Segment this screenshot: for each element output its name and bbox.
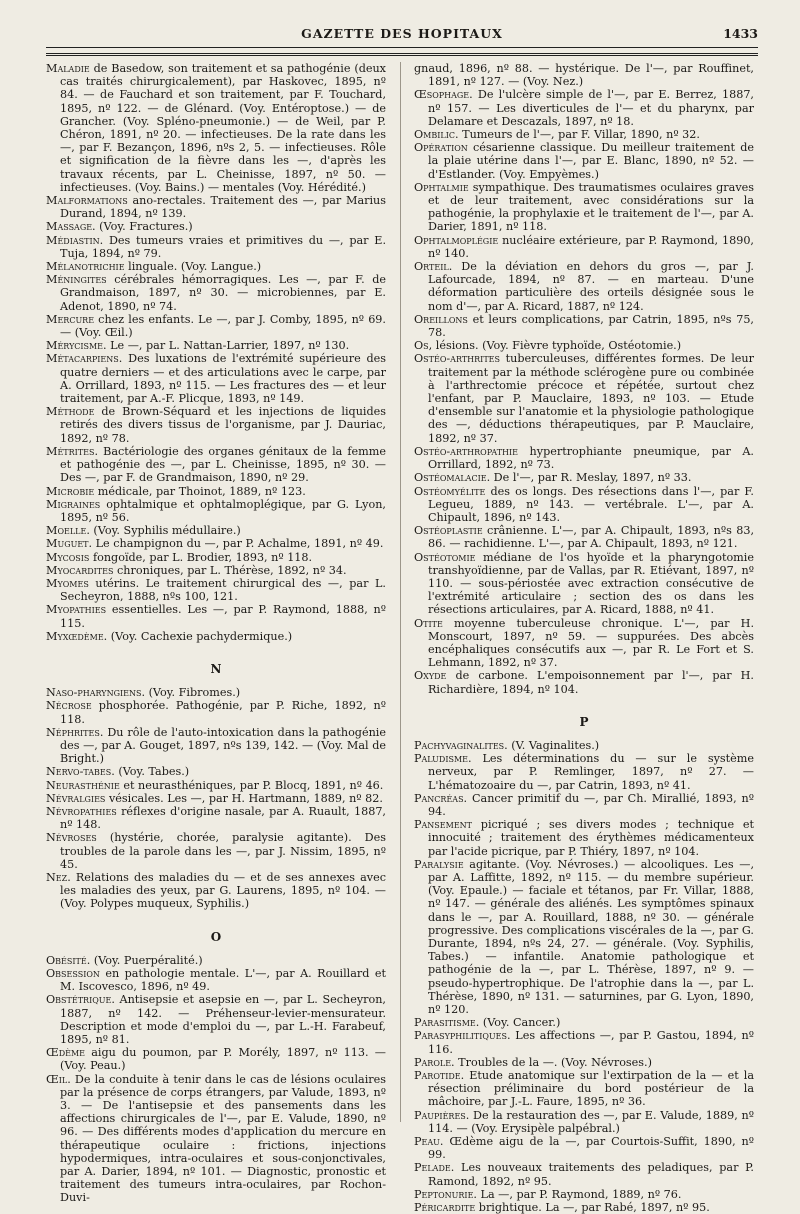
index-entry [414,352,754,444]
index-entry [46,485,386,498]
entry-text: Tumeurs de l'—, par F. Villar, 1890, nº 32. [458,128,700,142]
entry-text: (Voy. Fibromes.) [145,686,241,700]
index-entry [414,617,754,670]
index-entry [414,128,754,141]
entry-heading: Massage. [46,220,96,234]
entry-heading: Paupières. [414,1108,470,1122]
index-entry [46,577,386,603]
index-entry [46,62,386,194]
index-entry [414,445,754,471]
entry-text: linguale. (Voy. Langue.) [124,260,262,274]
entry-heading: Nez. [46,870,71,884]
entry-heading: Mycosis [46,550,90,564]
entry-heading: Nervo-tabes. [46,765,115,779]
index-entry [46,405,386,445]
index-entry [414,669,754,695]
entry-text: phosphorée. Pathogénie, par P. Riche, 1892, nº 118. [60,699,386,726]
entry-text: césarienne classique. Du meilleur traitement de la plaie utérine dans l'—, par E. Blanc, 1890, nº 52. — d'Estlander. (Voy. Empyèmes.) [428,141,754,181]
entry-text: en pathologie mentale. L'—, par A. Rouillard et M. Iscovesco, 1896, nº 49. [60,967,386,994]
entry-text: utérins. Le traitement chirurgical des —, par L. Secheyron, 1888, nºs 100, 121. [60,576,386,604]
entry-heading: Mérycisme. [46,339,107,353]
index-entry [46,352,386,405]
entry-heading: Parole. [414,1055,455,1069]
right-column [414,62,754,1214]
entry-heading: Myopathies [46,603,107,617]
entry-text: moyenne tuberculeuse chronique. L'—, par H. Monscourt, 1897, nº 59. — suppurées. Des abcès encéphaliques consécutifs aux —, par R. Le Fort et S. Lehmann, 1892, nº 37. [428,616,754,670]
page-number: 1433 [723,26,758,41]
entry-heading: Peptonurie. [414,1187,477,1201]
section-letter: P [579,714,589,729]
index-entry [414,524,754,550]
entry-heading: Ostéomyélite [414,484,486,498]
entry-text: tuberculeuses, différentes formes. De leur traitement par la méthode sclérogène pure ou combinée à l'arthrectomie précoce et répétée, surtout chez l'enfant, par P. Mauclaire, 1893, nº 103. — Etude d'ensemble sur l'anatomie et la physiologie pathologique des —, déductions thérapeutiques, par P. Mauclaire, 1892, nº 37. [428,352,754,445]
page-header [46,26,758,46]
entry-text: sympathique. Des traumatismes oculaires graves et de leur traitement, avec considérations sur la pathogénie, la prophylaxie et le traitement de l'—, par A. Darier, 1891, nº 118. [428,180,754,234]
index-entry [46,630,386,643]
entry-text: (Voy. Cachexie pachydermique.) [107,629,293,643]
index-entry [46,765,386,778]
entry-text: de Basedow, son traitement et sa pathogénie (deux cas traités chirurgicalement), par Haskovec, 1895, nº 84. — de Fauchard et son traitement, par F. Touchard, 1895, nº 122. — de Glénard. (Voy. Entéroptose.) — de Grancher. (Voy. Spléno-pneumonie.) — de Weil, par P. Chéron, 1891, nº 20. — infectieuses. De la rate dans les —, par F. Bezançon, 1896, nºs 2, 5. — infectieuses. Rôle et signification de la fièvre dans les —, d'après les travaux récents, par L. Cheinisse, 1897, nº 50. — infectieuses. (Voy. Bains.) — mentales (Voy. Hérédité.) [60,62,386,194]
entry-text: médicale, par Thoinot, 1889, nº 123. [94,484,306,498]
entry-text: gnaud, 1896, nº 88. — hystérique. De l'—, par Rouffinet, 1891, nº 127. — (Voy. Nez.) [414,62,754,89]
entry-text: médiane de l'os hyoïde et la pharyngotomie transhyoïdienne, par de Vallas, par R. Etiévant, 1897, nº 110. — sous-périostée avec extraction consécutive de l'extrémité articulaire ; section des os dans les résections articulaires, par A. Ricard, 1888, nº 41. [428,550,754,617]
entry-text: agitante. (Voy. Névroses.) — alcooliques. Les —, par A. Laffitte, 1892, nº 115. — du membre supérieur. (Voy. Epaule.) — faciale et tétanos, par Fr. Villar, 1888, nº 147. — générale des aliénés. Les symptômes spinaux dans le —, par A. Rouillard, 1888, nº 30. — générale progressive. Des complications viscérales de la —, par G. Durante, 1894, nºs 24, 27. — générale. (Voy. Syphilis, Tabes.) — infantile. Anatomie pathologique et pathogénie de la —, par L. Thérèse, 1897, nº 9. — pseudo-hypertrophique. De l'atrophie dans la —, par L. Thérèse, 1890, nº 131. — saturnines, par G. Lyon, 1890, nº 120. [428,857,754,1017]
entry-heading: Ophtalmoplégie [414,233,499,247]
entry-heading: Parasyphilitiques. [414,1029,511,1043]
entry-heading: Pachyvaginalites. [414,738,508,752]
entry-heading: Névralgies [46,791,106,805]
entry-heading: Pelade. [414,1161,455,1175]
entry-text: aigu du poumon, par P. Morély, 1897, nº 113. — (Voy. Peau.) [60,1046,386,1073]
entry-text: Cancer primitif du —, par Ch. Mirallié, 1893, nº 94. [428,791,754,818]
entry-text: De la déviation en dehors du gros —, par J. Lafourcade, 1894, nº 87. — en marteau. D'une déformation particulière des orteils désignée sous le nom d'—, par A. Ricard, 1887, nº 124. [428,260,754,313]
entry-text: Œdème aigu de la —, par Courtois-Suffit, 1890, nº 99. [428,1135,754,1162]
entry-text: Troubles de la —. (Voy. Névroses.) [454,1055,652,1069]
entry-heading: Méningites [46,273,107,287]
entry-text: (V. Vaginalites.) [507,738,600,752]
index-entry [414,1016,754,1029]
entry-text: De l'ulcère simple de l'—, par E. Berrez, 1887, nº 157. — Les diverticules de l'— et du pharynx, par Delamare et Descazals, 1897, nº 18. [428,88,754,128]
entry-heading: Obsession [46,967,100,980]
entry-heading: Nécrose [46,699,92,713]
index-entry [414,1109,754,1135]
left-column [46,62,386,1205]
index-entry [46,273,386,313]
entry-heading: Oxyde [414,669,447,683]
entry-heading: Muguet. [46,537,93,551]
entry-heading: Migraines [46,497,101,511]
entry-text: cérébrales hémorragiques. Les —, par F. de Grandmaison, 1897, nº 30. — microbiennes, par E. Adenot, 1890, nº 74. [60,273,386,313]
index-entry [46,220,386,233]
entry-text: Des tumeurs vraies et primitives du —, par E. Tuja, 1894, nº 79. [60,233,386,260]
entry-text: Bactériologie des organes génitaux de la femme et pathogénie des —, par L. Cheinisse, 1895, nº 30. — Des —, par F. de Grandmaison, 1890, nº 29. [60,444,386,485]
entry-heading: Péricardite [414,1201,476,1214]
index-entry [46,993,386,1046]
entry-heading: Otite [414,616,443,630]
index-entry [46,313,386,339]
index-entry [46,564,386,577]
index-entry [46,726,386,766]
entry-heading: Névropathies [46,804,117,818]
entry-text: Les nouveaux traitements des peladiques, par P. Ramond, 1892, nº 95. [428,1161,754,1188]
entry-heading: Myomes [46,576,89,590]
entry-heading: Œil. [46,1072,71,1086]
entry-heading: Métrites. [46,444,99,458]
entry-heading: Peau. [414,1135,444,1149]
entry-text: (Voy. Puerpéralité.) [90,953,203,967]
index-entry [414,88,754,128]
index-entry [414,485,754,525]
index-entry [414,62,754,88]
entry-text: brightique. La —, par Rabé, 1897, nº 95. [475,1201,710,1214]
entry-text: réflexes d'origine nasale, par A. Ruault, 1887, nº 148. [60,804,386,832]
entry-text: Le champignon du —, par P. Achalme, 1891, nº 49. [92,537,384,551]
index-entry [414,792,754,818]
entry-text: picriqué ; ses divers modes ; technique et innocuité ; traitement des érythèmes médicamenteux par l'acide picrique, par P. Thiéry, 1897, nº 104. [428,818,754,858]
entry-heading: Naso-pharyngiens. [46,686,146,700]
entry-text: Etude anatomique sur l'extirpation de la — et la résection préliminaire du bord postérieur de la mâchoire, par J.-L. Faure, 1895, nº 36. [428,1069,754,1109]
entry-heading: Moelle. [46,524,90,538]
entry-heading: Œsophage. [414,88,473,102]
entry-heading: Os, [414,339,433,353]
column-divider [400,62,401,1122]
index-entry [414,181,754,234]
index-entry [414,1069,754,1109]
index-entry [414,1188,754,1201]
entry-heading: Métacarpiens. [46,352,123,366]
entry-heading: Ostéotomie [414,550,476,564]
entry-text: fongoïde, par L. Brodier, 1893, nº 118. [89,550,313,564]
entry-text: De l'—, par R. Meslay, 1897, nº 33. [490,471,692,485]
entry-heading: Œdème [46,1046,86,1060]
entry-heading: Obésité. [46,953,91,967]
entry-text: et neurasthéniques, par P. Blocq, 1891, nº 46. [119,778,384,792]
index-entry [46,537,386,550]
entry-heading: Myxœdème. [46,629,108,643]
entry-heading: Ostéo-arthropathie [414,444,519,458]
entry-heading: Ostéomalacie. [414,471,491,485]
entry-text: ophtalmique et ophtalmoplégique, par G. Lyon, 1895, nº 56. [60,497,386,524]
index-entry [46,524,386,537]
entry-text: des os longs. Des résections dans l'—, par F. Legueu, 1889, nº 143. — vertébrale. L'—, par A. Chipault, 1896, nº 143. [428,484,754,524]
entry-text: chroniques, par L. Thérèse, 1892, nº 34. [113,563,347,577]
index-entry [414,739,754,752]
index-entry [46,1046,386,1072]
journal-title: GAZETTE DES HOPITAUX [301,26,503,41]
index-entry [46,831,386,871]
entry-text: lésions. (Voy. Fièvre typhoïde, Ostéotomie.) [432,339,682,353]
entry-text: Antisepsie et asepsie en —, par L. Secheyron, 1887, nº 142. — Préhenseur-levier-mensurateur. Description et mode d'emploi du —, par L.-H. Farabeuf, 1895, nº 81. [60,993,386,1047]
header-double-rule [46,53,758,56]
section-letter: N [210,661,222,676]
entry-text: Les déterminations du — sur le système nerveux, par P. Remlinger, 1897, nº 27. — L'hématozoaire du —, par Catrin, 1893, nº 41. [428,752,754,792]
index-entry [46,260,386,273]
index-entry [414,313,754,339]
index-entry [46,686,386,699]
entry-heading: Mercure [46,312,95,326]
index-entry [46,805,386,831]
entry-heading: Ombilic. [414,128,459,142]
index-entry [414,1056,754,1069]
index-entry [414,551,754,617]
entry-heading: Opération [414,141,468,155]
entry-heading: Microbie [46,484,95,498]
entry-heading: Néphrites. [46,725,104,739]
entry-text: De la conduite à tenir dans le cas de lésions oculaires par la présence de corps étrangers, par Valude, 1893, nº 3. — De l'antisepsie et des pansements dans les affections chirurgicales de l'—, par E. Valude, 1890, nº 96. — Des différents modes d'application du mercure en thérapeutique oculaire : frictions, injections hypodermiques, intra-oculaires et sous-conjonctivales, par A. Darier, 1894, nº 101. — Diagnostic, pronostic et traitement des tumeurs intra-oculaires, par Rochon-Duvi- [60,1072,386,1205]
entry-text: La —, par P. Raymond, 1889, nº 76. [476,1187,682,1201]
entry-text: (Voy. Fractures.) [95,220,193,234]
entry-heading: Parotide. [414,1069,465,1083]
entry-text: Du rôle de l'auto-intoxication dans la pathogénie des —, par A. Gouget, 1897, nºs 139, 142. — (Voy. Mal de Bright.) [60,725,386,766]
entry-text: de Brown-Séquard et les injections de liquides retirés des divers tissus de l'organisme, par J. Dauriac, 1892, nº 78. [60,405,386,445]
index-entry [46,551,386,564]
entry-text: (Voy. Syphilis médullaire.) [89,524,241,538]
entry-text: hypertrophiante pneumique, par A. Orrillard, 1892, nº 73. [428,444,754,472]
index-entry [46,194,386,220]
entry-heading: Méthode [46,405,95,419]
entry-text: de carbone. L'empoisonnement par l'—, par H. Richardière, 1894, nº 104. [428,669,754,696]
index-entry [46,339,386,352]
index-entry [414,339,754,352]
index-entry [414,260,754,313]
entry-heading: Paludisme. [414,752,472,766]
entry-heading: Malformations [46,194,128,208]
entry-heading: Myocardites [46,563,114,577]
section-letter: O [210,929,222,944]
entry-text: Relations des maladies du — et de ses annexes avec les maladies des yeux, par G. Laurens, 1895, nº 104. — (Voy. Polypes muqueux, Syphilis.) [60,870,386,911]
entry-heading: Paralysie [414,857,464,871]
index-entry [46,967,386,993]
index-entry [414,1029,754,1055]
index-entry [414,818,754,858]
entry-text: Les affections —, par P. Gastou, 1894, nº 116. [428,1029,754,1056]
index-entry [46,779,386,792]
entry-heading: Mélanotrichie [46,260,125,274]
index-entry [46,234,386,260]
entry-heading: Obstétrique. [46,993,115,1007]
entry-text: nucléaire extérieure, par P. Raymond, 1890, nº 140. [428,233,754,260]
entry-text: (hystérie, chorée, paralysie agitante). Des troubles de la parole dans les —, par J. Nissim, 1895, nº 45. [60,831,386,871]
entry-text: chez les enfants. Le —, par J. Comby, 1895, nº 69. — (Voy. Œil.) [60,312,386,340]
index-entry [414,471,754,484]
index-entry [46,954,386,967]
entry-text: et leurs complications, par Catrin, 1895, nºs 75, 78. [428,312,754,340]
entry-heading: Névroses [46,831,97,845]
index-entry [414,752,754,792]
entry-heading: Ostéoplastie [414,524,483,538]
entry-heading: Oreillons [414,312,468,326]
index-entry [46,445,386,485]
index-entry [46,699,386,725]
entry-heading: Ostéo-arthrites [414,352,500,366]
entry-heading: Parasitisme. [414,1016,480,1030]
entry-heading: Pancréas. [414,791,468,805]
index-entry [414,234,754,260]
entry-text: De la restauration des —, par E. Valude, 1889, nº 114. — (Voy. Erysipèle palpébral.) [428,1108,754,1135]
entry-text: crânienne. L'—, par A. Chipault, 1893, nºs 83, 86. — rachidienne. L'—, par A. Chipault, 1893, nº 121. [428,524,754,551]
index-entry [46,498,386,524]
index-entry [46,792,386,805]
header-rule [46,47,758,48]
entry-heading: Maladie [46,62,90,75]
entry-heading: Neurasthénie [46,778,120,792]
entry-text: essentielles. Les —, par P. Raymond, 1888, nº 115. [60,603,386,630]
entry-heading: Orteil. [414,260,453,274]
entry-text: (Voy. Cancer.) [479,1016,561,1030]
entry-text: Le —, par L. Nattan-Larrier, 1897, nº 130. [106,339,350,353]
index-entry [414,1201,754,1214]
index-entry [414,858,754,1016]
index-entry [414,1135,754,1161]
entry-text: vésicales. Les —, par H. Hartmann, 1889, nº 82. [105,791,383,805]
entry-heading: Médiastin. [46,233,104,247]
entry-text: (Voy. Tabes.) [114,765,190,779]
index-entry [46,871,386,911]
index-entry [414,141,754,181]
entry-heading: Ophtalmie [414,180,469,194]
index-entry [46,1073,386,1205]
entry-text: Des luxations de l'extrémité supérieure des quatre derniers — et des articulations avec le carpe, par A. Orrillard, 1893, nº 115. — Les fractures des — et leur traitement, par A.-F. Plicque, 1893, nº 149. [60,352,386,406]
index-entry [414,1161,754,1187]
index-entry [46,603,386,629]
entry-heading: Pansement [414,818,472,832]
entry-text: ano-rectales. Traitement des —, par Marius Durand, 1894, nº 139. [60,194,386,221]
